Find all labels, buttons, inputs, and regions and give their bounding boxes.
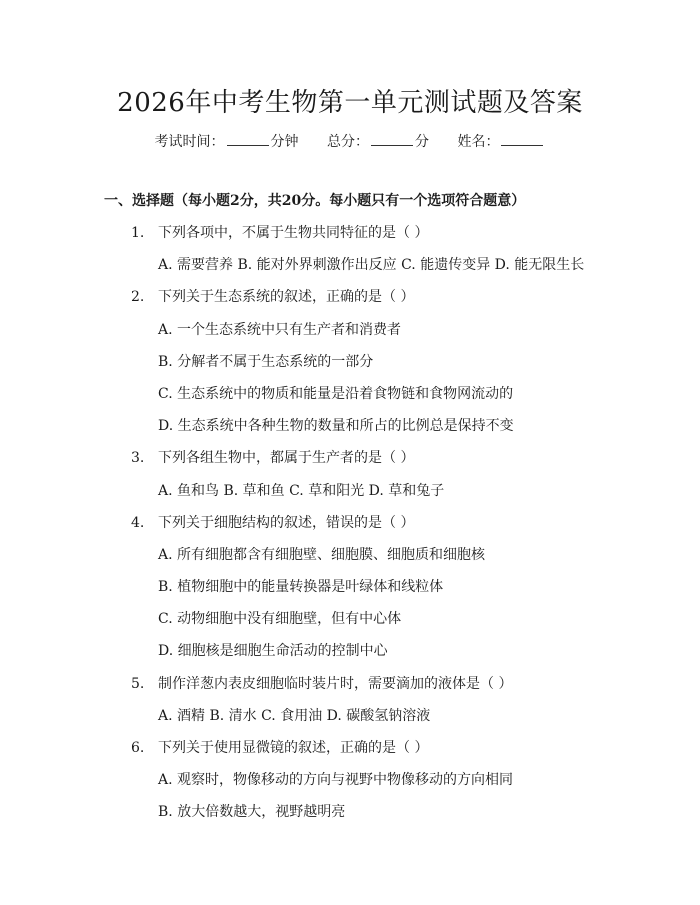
options-text: A. 鱼和鸟 B. 草和鱼 C. 草和阳光 D. 草和兔子 (158, 482, 445, 499)
option-a: A. 所有细胞都含有细胞壁、细胞膜、细胞质和细胞核 (158, 546, 486, 563)
option-line (0, 321, 700, 353)
page-title: 2026年中考生物第一单元测试题及答案 (117, 88, 583, 118)
option-b: B. 放大倍数越大，视野越明亮 (158, 804, 346, 821)
option-line (0, 256, 700, 288)
question-text: 下列各项中，不属于生物共同特征的是（ ） (158, 225, 429, 241)
option-d: D. 生态系统中各种生物的数量和所占的比例总是保持不变 (158, 418, 514, 435)
option-d: D. 细胞核是细胞生命活动的控制中心 (158, 643, 388, 660)
question-number: 6. (131, 740, 145, 756)
question-number: 5. (131, 675, 145, 692)
option-c: C. 动物细胞中没有细胞壁，但有中心体 (158, 611, 402, 628)
question-number: 3. (131, 450, 145, 467)
question-item (0, 675, 700, 707)
question-number: 1. (131, 225, 145, 241)
section-heading: 一、选择题（每小题2分，共20分。每小题只有一个选项符合题意） (104, 193, 526, 209)
question-text: 下列各组生物中，都属于生产者的是（ ） (158, 450, 415, 467)
score-label: 总分： (327, 134, 369, 150)
name-blank (501, 133, 543, 146)
option-line (0, 642, 700, 674)
exam-time (155, 131, 299, 151)
option-line (0, 610, 700, 642)
option-a: A. 一个生态系统中只有生产者和消费者 (158, 321, 402, 338)
question-text: 下列关于细胞结构的叙述，错误的是（ ） (158, 514, 415, 531)
option-line (0, 482, 700, 514)
question-item (0, 449, 700, 481)
option-line (0, 417, 700, 449)
options-text: A. 酒精 B. 清水 C. 食用油 D. 碳酸氢钠溶液 (158, 707, 431, 724)
question-item (0, 224, 700, 256)
question-text: 制作洋葱内表皮细胞临时装片时，需要滴加的液体是（ ） (158, 675, 513, 692)
question-item (0, 288, 700, 320)
time-label: 考试时间： (154, 134, 225, 150)
score-unit: 分 (415, 134, 429, 150)
question-text: 下列关于生态系统的叙述，正确的是（ ） (158, 289, 415, 306)
student-name (457, 131, 545, 151)
option-a: A. 观察时，物像移动的方向与视野中物像移动的方向相同 (158, 772, 514, 789)
option-c: C. 生态系统中的物质和能量是沿着食物链和食物网流动的 (158, 385, 514, 402)
option-line (0, 803, 700, 835)
option-line (0, 707, 700, 739)
total-score (327, 131, 429, 151)
name-label: 姓名： (457, 134, 500, 150)
option-line (0, 771, 700, 803)
option-line (0, 546, 700, 578)
options-text: A. 需要营养 B. 能对外界刺激作出反应 C. 能遗传变异 D. 能无限生长 (158, 257, 585, 274)
score-blank (371, 133, 413, 146)
question-item (0, 739, 700, 771)
question-number: 4. (131, 514, 145, 531)
question-item (0, 514, 700, 546)
question-list (0, 224, 700, 836)
question-number: 2. (131, 289, 145, 306)
time-unit: 分钟 (270, 134, 299, 150)
question-text: 下列关于使用显微镜的叙述，正确的是（ ） (158, 740, 429, 756)
option-b: B. 分解者不属于生态系统的一部分 (158, 353, 374, 370)
option-line (0, 385, 700, 417)
exam-meta (0, 131, 700, 151)
option-line (0, 353, 700, 385)
time-blank (227, 133, 269, 146)
option-line (0, 578, 700, 610)
option-b: B. 植物细胞中的能量转换器是叶绿体和线粒体 (158, 579, 444, 596)
